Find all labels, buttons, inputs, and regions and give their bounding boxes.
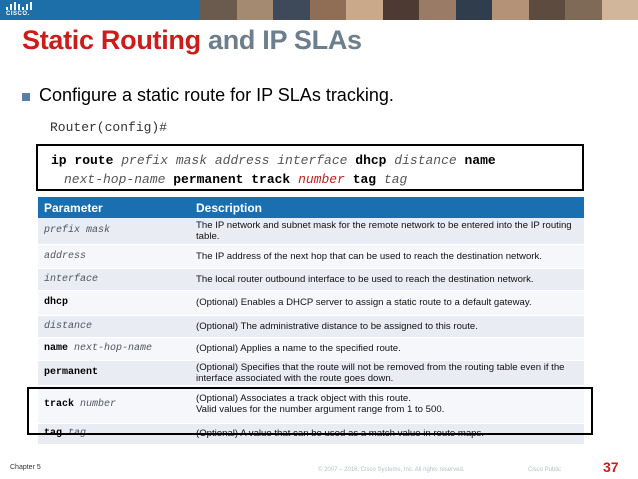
syntax-token: tag <box>352 172 377 187</box>
page-title <box>22 25 362 56</box>
parameter-cell <box>38 360 190 385</box>
footer-copyright: © 2007 – 2016, Cisco Systems, Inc. All rights reserved. <box>318 467 465 473</box>
syntax-token: number <box>298 172 345 187</box>
syntax-token <box>290 172 298 187</box>
parameter-token: permanent <box>44 367 99 378</box>
parameter-token: tag <box>44 428 63 439</box>
command-line-1 <box>51 151 582 170</box>
cisco-logo <box>6 2 36 18</box>
logo-text: CISCO. <box>6 11 30 17</box>
description-cell: The IP network and subnet mask for the remote network to be entered into the IP routing table. <box>190 218 584 244</box>
table-header-row <box>38 197 584 218</box>
parameter-table <box>38 197 584 445</box>
parameter-cell <box>38 385 190 423</box>
bullet-text: Configure a static route for IP SLAs tracking. <box>39 85 394 105</box>
table-row <box>38 423 584 444</box>
banner-photo-strip <box>200 0 638 20</box>
description-cell: (Optional) A value that can be used as a match value in route maps. <box>190 423 584 444</box>
parameter-cell <box>38 315 190 337</box>
syntax-token: next-hop-name <box>64 172 174 187</box>
cisco-bars-icon <box>6 2 36 10</box>
description-cell: (Optional) Enables a DHCP server to assign a static route to a default gateway. <box>190 290 584 315</box>
header-parameter: Parameter <box>38 197 190 218</box>
syntax-token: permanent track <box>173 172 291 187</box>
parameter-token: name <box>44 343 69 354</box>
table-row <box>38 268 584 290</box>
table-row <box>38 290 584 315</box>
parameter-token: prefix mask <box>44 225 111 237</box>
cli-prompt: Router(config)# <box>50 120 168 135</box>
syntax-token <box>345 172 353 187</box>
footer-classification: Cisco Public <box>528 467 562 473</box>
description-cell: (Optional) Applies a name to the specified route. <box>190 337 584 360</box>
table-row <box>38 244 584 268</box>
description-cell: (Optional) The administrative distance to be assigned to this route. <box>190 315 584 337</box>
parameter-token: address <box>44 250 87 262</box>
command-line-2 <box>51 170 582 189</box>
description-cell: The IP address of the next hop that can be used to reach the destination network. <box>190 244 584 268</box>
table-row <box>38 385 584 423</box>
parameter-cell <box>38 218 190 244</box>
parameter-cell <box>38 423 190 444</box>
parameter-token: tag <box>62 428 87 439</box>
table-body <box>38 218 584 444</box>
command-syntax-box <box>36 144 584 191</box>
description-cell: (Optional) Specifies that the route will not be removed from the routing table even if the interface associated with the route goes down. <box>190 360 584 385</box>
syntax-token: tag <box>376 172 408 187</box>
table-row <box>38 315 584 337</box>
syntax-token: name <box>464 153 496 168</box>
parameter-token: number <box>74 398 117 410</box>
table-row <box>38 218 584 244</box>
square-bullet-icon <box>22 93 30 101</box>
parameter-cell <box>38 268 190 290</box>
syntax-token: distance <box>386 153 465 168</box>
title-grey-part: and IP SLAs <box>208 25 362 55</box>
page-number: 37 <box>603 459 619 475</box>
parameter-token: interface <box>44 273 99 285</box>
parameter-token: next-hop-name <box>68 343 153 354</box>
parameter-cell <box>38 290 190 315</box>
description-cell: The local router outbound interface to be used to reach the destination network. <box>190 268 584 290</box>
table-row <box>38 360 584 385</box>
parameter-token: track <box>44 398 75 410</box>
table-row <box>38 337 584 360</box>
footer-chapter: Chapter 5 <box>10 464 41 471</box>
syntax-token: ip route <box>51 153 114 168</box>
top-banner <box>0 0 638 20</box>
description-cell: (Optional) Associates a track object with this route. Valid values for the number argument range from 1 to 500. <box>190 385 584 423</box>
header-description: Description <box>190 197 584 218</box>
parameter-token: distance <box>44 320 93 332</box>
bullet-item <box>22 85 394 106</box>
syntax-token: dhcp <box>355 153 387 168</box>
parameter-token: dhcp <box>44 297 69 308</box>
syntax-token: prefix mask address interface <box>113 153 356 168</box>
parameter-cell <box>38 244 190 268</box>
parameter-cell <box>38 337 190 360</box>
title-red-part: Static Routing <box>22 25 201 55</box>
